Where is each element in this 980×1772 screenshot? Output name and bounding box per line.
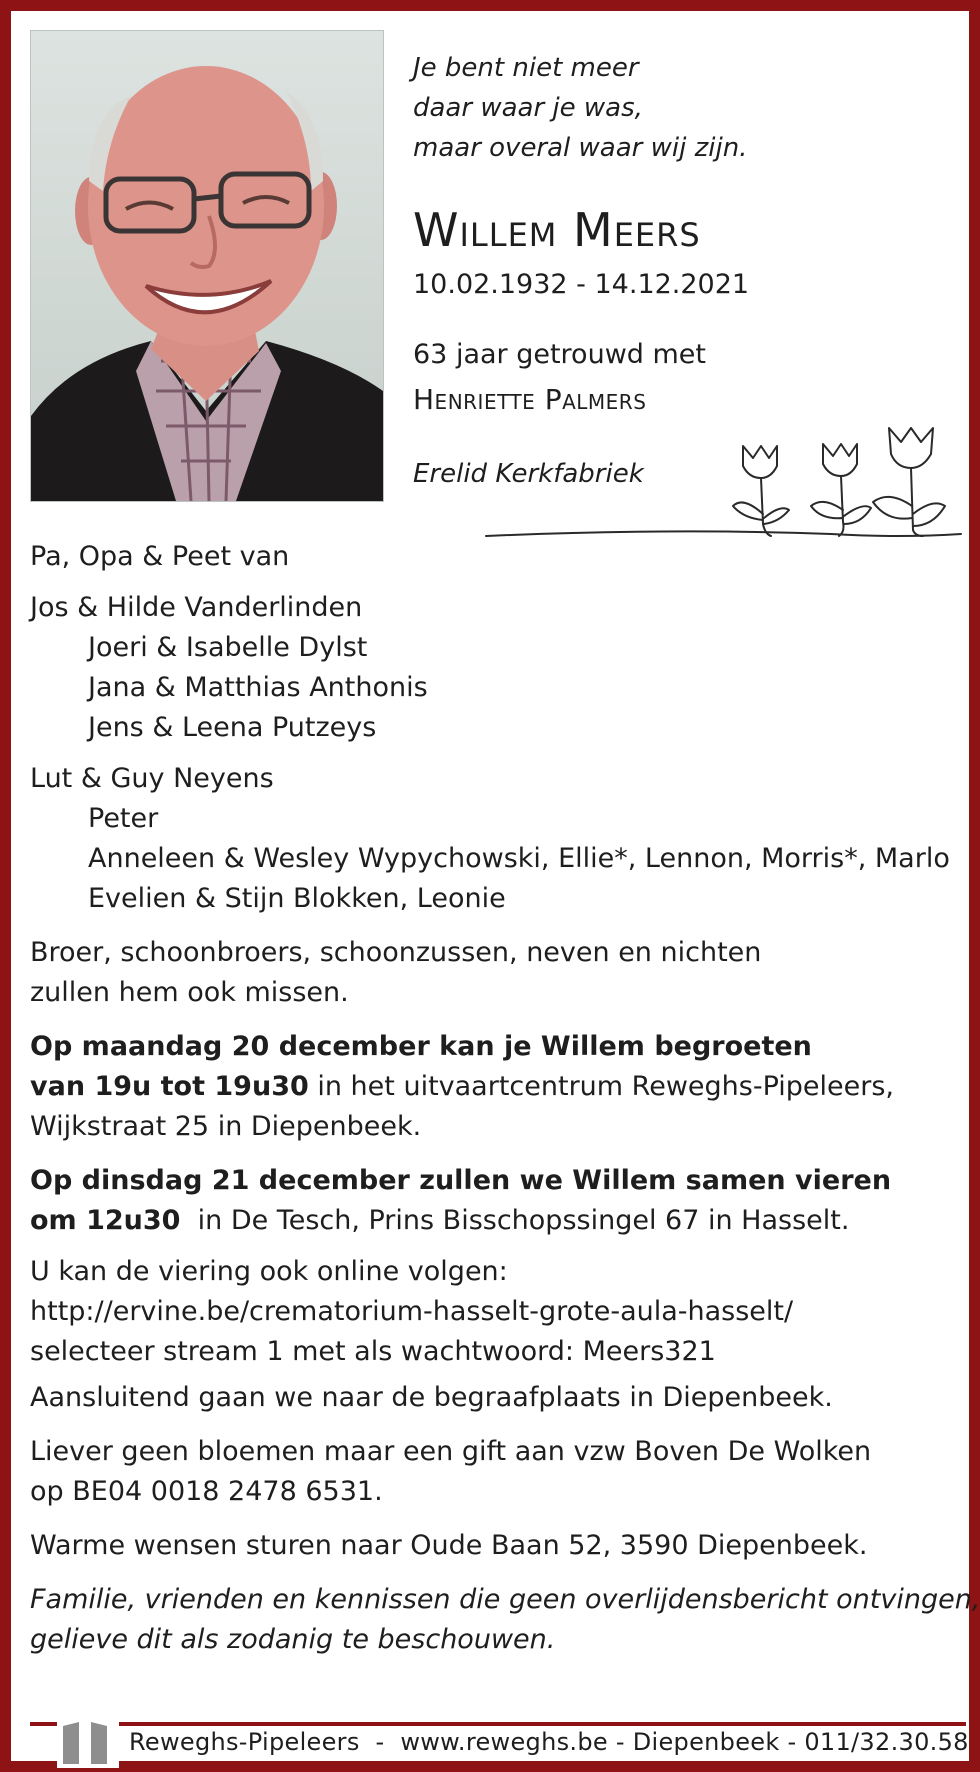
portrait-illustration: [31, 31, 383, 501]
footer-rule: [30, 1722, 966, 1726]
condolence-address: Warme wensen sturen naar Oude Baan 52, 3590 Diepenbeek.: [30, 1530, 868, 1561]
online-url: http://ervine.be/crematorium-hasselt-grote-aula-hasselt/: [30, 1296, 794, 1327]
visitation-heading: Op maandag 20 december kan je Willem begroeten: [30, 1031, 812, 1062]
visitation-time: van 19u tot 19u30 in het uitvaartcentrum Reweghs-Pipeleers,: [30, 1071, 894, 1102]
family-member: Jana & Matthias Anthonis: [88, 672, 428, 703]
marriage-text: 63 jaar getrouwd met: [413, 339, 706, 370]
footer-contact: Reweghs-Pipeleers - www.reweghs.be - Diepenbeek - 011/32.30.58: [129, 1728, 969, 1756]
family-intro: Pa, Opa & Peet van: [30, 541, 290, 572]
deceased-name: Willem Meers: [413, 203, 701, 257]
closing-note: Familie, vrienden en kennissen die geen overlijdensbericht ontvingen,: [30, 1584, 980, 1615]
tulips-icon: [471, 406, 971, 546]
spouse-name: Henriette Palmers: [413, 383, 647, 416]
family-group-head: Lut & Guy Neyens: [30, 763, 274, 794]
funeral-home-logo-icon: [57, 1718, 119, 1768]
family-member: Peter: [88, 803, 159, 834]
honorary-title: Erelid Kerkfabriek: [413, 459, 644, 489]
family-member: Evelien & Stijn Blokken, Leonie: [88, 883, 506, 914]
service-heading: Op dinsdag 21 december zullen we Willem samen vieren: [30, 1165, 892, 1196]
donation-account: op BE04 0018 2478 6531.: [30, 1476, 383, 1507]
memorial-quote: [413, 48, 747, 168]
family-member: Joeri & Isabelle Dylst: [88, 632, 368, 663]
life-dates: 10.02.1932 - 14.12.2021: [413, 269, 750, 300]
burial-text: Aansluitend gaan we naar de begraafplaats in Diepenbeek.: [30, 1382, 833, 1413]
donation-text: Liever geen bloemen maar een gift aan vzw Boven De Wolken: [30, 1436, 872, 1467]
service-time: om 12u30 in De Tesch, Prins Bisschopssingel 67 in Hasselt.: [30, 1205, 850, 1236]
closing-note: gelieve dit als zodanig te beschouwen.: [30, 1624, 556, 1655]
online-intro: U kan de viering ook online volgen:: [30, 1256, 508, 1287]
visitation-address: Wijkstraat 25 in Diepenbeek.: [30, 1111, 422, 1142]
family-group-head: Jos & Hilde Vanderlinden: [30, 592, 363, 623]
others-line: Broer, schoonbroers, schoonzussen, neven en nichten: [30, 937, 762, 968]
quote-line: maar overal waar wij zijn.: [413, 133, 748, 163]
obituary-body: [30, 537, 980, 1660]
quote-line: Je bent niet meer: [413, 53, 639, 83]
others-line: zullen hem ook missen.: [30, 977, 349, 1008]
portrait-photo: [30, 30, 384, 502]
online-password: selecteer stream 1 met als wachtwoord: Meers321: [30, 1336, 716, 1367]
quote-line: daar waar je was,: [413, 93, 643, 123]
family-member: Anneleen & Wesley Wypychowski, Ellie*, Lennon, Morris*, Marlo: [88, 843, 950, 874]
family-member: Jens & Leena Putzeys: [88, 712, 377, 743]
